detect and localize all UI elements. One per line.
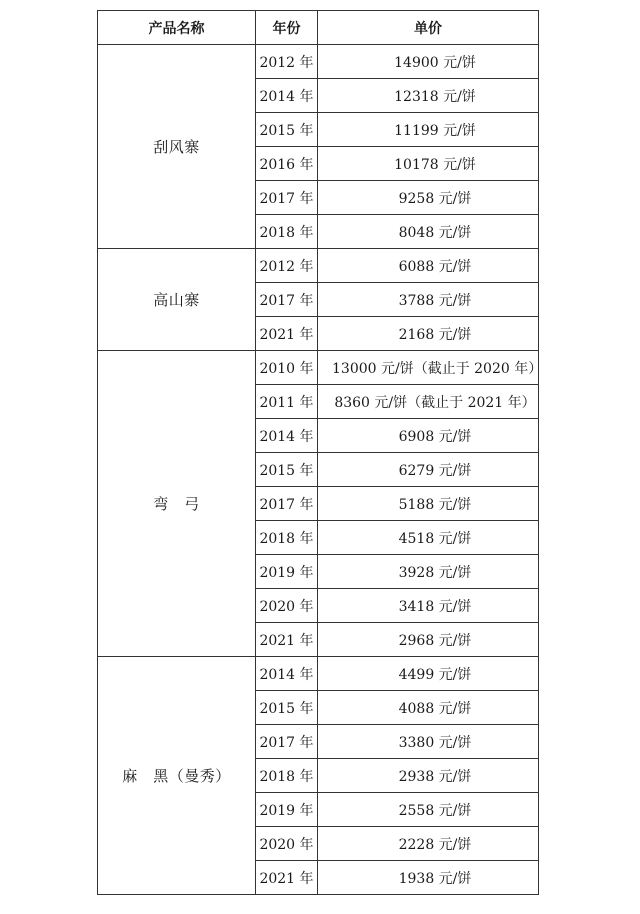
table-row [98, 351, 539, 385]
year-cell: 2020 年 [256, 589, 318, 623]
year-cell: 2017 年 [256, 181, 318, 215]
price-text: 3380 元/饼 [398, 734, 472, 751]
year-cell: 2014 年 [256, 419, 318, 453]
year-cell: 2016 年 [256, 147, 318, 181]
price-cell [318, 79, 539, 113]
price-text: 2168 元/饼 [398, 326, 472, 343]
year-cell: 2017 年 [256, 283, 318, 317]
price-cell [318, 589, 539, 623]
price-text: 10178 元/饼 [394, 156, 476, 173]
price-text: 4088 元/饼 [398, 700, 472, 717]
price-text: 6279 元/饼 [398, 462, 472, 479]
price-cell [318, 317, 539, 351]
price-text: 2558 元/饼 [398, 802, 472, 819]
table-body [98, 45, 543, 895]
price-text: 5188 元/饼 [398, 496, 472, 513]
price-cell [318, 725, 539, 759]
price-cell [318, 385, 539, 419]
year-cell: 2015 年 [256, 691, 318, 725]
price-text: 11199 元/饼 [394, 122, 476, 139]
year-cell: 2018 年 [256, 215, 318, 249]
price-text: 2938 元/饼 [398, 768, 472, 785]
price-cell [318, 521, 539, 555]
price-cell [318, 113, 539, 147]
price-cell [318, 793, 539, 827]
product-name-cell: 麻 黑（曼秀） [98, 657, 256, 895]
price-text: 8360 元/饼（截止于 2021 年） [334, 394, 536, 411]
price-text: 2228 元/饼 [398, 836, 472, 853]
price-text: 13000 元/饼（截止于 2020 年） [332, 360, 543, 377]
year-cell: 2021 年 [256, 623, 318, 657]
price-cell [318, 453, 539, 487]
price-cell [318, 249, 539, 283]
year-cell: 2019 年 [256, 555, 318, 589]
year-cell: 2014 年 [256, 79, 318, 113]
price-cell [318, 827, 539, 861]
year-cell: 2021 年 [256, 861, 318, 895]
table-row [98, 45, 539, 79]
price-cell [318, 45, 539, 79]
price-text: 14900 元/饼 [394, 54, 476, 71]
price-cell [318, 623, 539, 657]
header-year: 年份 [256, 11, 318, 45]
year-cell: 2017 年 [256, 725, 318, 759]
price-text: 12318 元/饼 [394, 88, 476, 105]
price-text: 1938 元/饼 [398, 870, 472, 887]
price-cell [318, 487, 539, 521]
price-cell [318, 351, 543, 385]
product-name-cell: 弯 弓 [98, 351, 256, 657]
table-header [98, 11, 539, 45]
year-cell: 2012 年 [256, 249, 318, 283]
year-cell: 2021 年 [256, 317, 318, 351]
product-name-cell: 高山寨 [98, 249, 256, 351]
table-row [98, 657, 539, 691]
price-cell [318, 759, 539, 793]
year-cell: 2017 年 [256, 487, 318, 521]
year-cell: 2015 年 [256, 453, 318, 487]
price-text: 2968 元/饼 [398, 632, 472, 649]
price-cell [318, 181, 539, 215]
year-cell: 2012 年 [256, 45, 318, 79]
price-text: 3418 元/饼 [398, 598, 472, 615]
price-cell [318, 691, 539, 725]
year-cell: 2018 年 [256, 759, 318, 793]
table-row [98, 249, 539, 283]
price-cell [318, 215, 539, 249]
year-cell: 2011 年 [256, 385, 318, 419]
product-name-cell: 刮风寨 [98, 45, 256, 249]
price-text: 6088 元/饼 [398, 258, 472, 275]
price-cell [318, 419, 539, 453]
header-product-name: 产品名称 [98, 11, 256, 45]
price-text: 6908 元/饼 [398, 428, 472, 445]
price-cell [318, 861, 539, 895]
price-cell [318, 555, 539, 589]
year-cell: 2014 年 [256, 657, 318, 691]
year-cell: 2015 年 [256, 113, 318, 147]
price-cell [318, 147, 539, 181]
price-text: 4518 元/饼 [398, 530, 472, 547]
year-cell: 2010 年 [256, 351, 318, 385]
price-text: 9258 元/饼 [398, 190, 472, 207]
header-row [98, 11, 539, 45]
year-cell: 2018 年 [256, 521, 318, 555]
year-cell: 2020 年 [256, 827, 318, 861]
price-text: 3788 元/饼 [398, 292, 472, 309]
year-cell: 2019 年 [256, 793, 318, 827]
header-price: 单价 [318, 11, 539, 45]
price-cell [318, 657, 539, 691]
price-text: 8048 元/饼 [398, 224, 472, 241]
price-cell [318, 283, 539, 317]
price-text: 3928 元/饼 [398, 564, 472, 581]
price-table [97, 10, 543, 895]
price-text: 4499 元/饼 [398, 666, 472, 683]
